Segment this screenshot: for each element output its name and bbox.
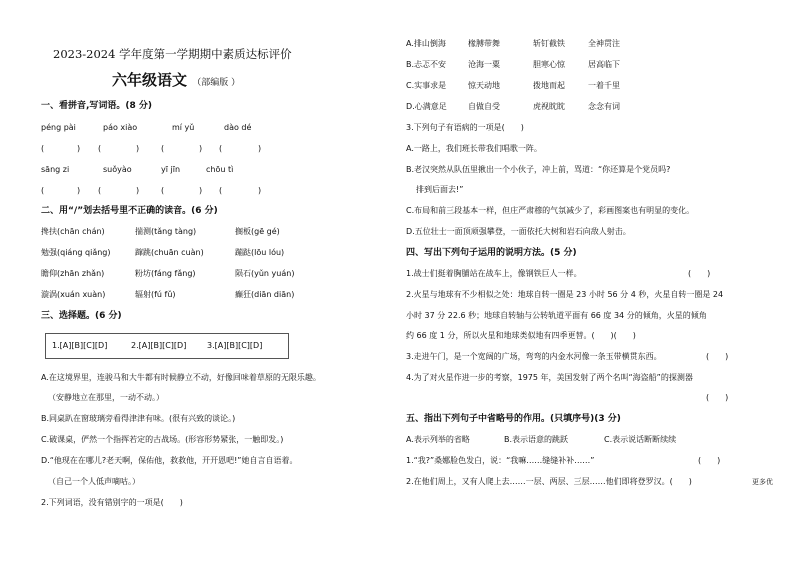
q2-option: 惊天动地 <box>468 81 500 90</box>
answer-blank[interactable]: ( ) <box>698 456 721 465</box>
question-3: 3.下列句子有语病的一项是( ) <box>406 123 524 132</box>
word-item: 粉坊(fáng fǎng) <box>135 269 196 278</box>
section-4-heading: 四、写出下列句子运用的说明方法。(5 分) <box>406 248 577 258</box>
s5-item-2: 2.在他们周上，又有人爬上去……一层、两层、三层……他们即将登罗汉。( ) <box>406 477 692 486</box>
answer-blank-close[interactable]: ) <box>199 186 203 195</box>
answer-blank-open[interactable]: ( <box>161 144 165 153</box>
q2-option: 自做自受 <box>468 102 500 111</box>
q2-option: 居高临下 <box>588 60 620 69</box>
answer-blank[interactable]: ( ) <box>706 352 729 361</box>
q3-option-d: D.五位壮士一面顶顽强攀登，一面依托大树和岩石向敌人射击。 <box>406 227 631 236</box>
answer-choice-1[interactable]: 1.[A][B][C][D] <box>52 341 108 350</box>
pinyin: chōu tì <box>206 165 234 174</box>
answer-blank-open[interactable]: ( <box>219 186 223 195</box>
q1-option-a: A.在这境界里，连骏马和大牛都有时候静立不动，好像回味着草原的无限乐趣。 <box>41 373 321 382</box>
pinyin: mí yǔ <box>172 123 195 132</box>
section-3-heading: 三、选择题。(6 分) <box>41 311 122 321</box>
s4-item-2-end: 约 66 度 1 分，所以火星和地球类似地有四季更替。( )( ) <box>406 331 636 340</box>
q2-option: 沧海一粟 <box>468 60 500 69</box>
pronunciation-grid <box>41 228 341 318</box>
s4-item-2: 2.火星与地球有不少相似之处：地球自转一圈是 23 小时 56 分 4 秒，火星自转一圈是 24 <box>406 290 724 299</box>
q2-option: A.排山倒海 <box>406 39 446 48</box>
q1-option-b: B.同桌趴在窗玻璃旁看得津津有味。(很有兴致的谈论。) <box>41 414 236 423</box>
s4-item-1: 1.战士们挺着胸脯站在战车上，像钢铁巨人一样。 <box>406 269 582 278</box>
answer-blank-close[interactable]: ) <box>258 144 262 153</box>
answer-choice-2[interactable]: 2.[A][B][C][D] <box>131 341 187 350</box>
word-item: 搀扶(chān chán) <box>41 227 105 236</box>
word-item: 搁板(gē gé) <box>235 227 280 236</box>
q2-option: 全神贯注 <box>588 39 620 48</box>
q2-option: 念念有词 <box>588 102 620 111</box>
q2-option: B.忐忑不安 <box>406 60 447 69</box>
word-item: 蹿跳(chuān cuàn) <box>135 248 204 257</box>
q3-option-a: A.一路上，我们班长带我们唱歌一阵。 <box>406 144 542 153</box>
answer-blank-close[interactable]: ) <box>77 186 81 195</box>
page-title: 2023-2024 学年度第一学期期中素质达标评价 <box>53 47 292 61</box>
answer-blank-open[interactable]: ( <box>161 186 165 195</box>
pinyin: péng pài <box>41 123 76 132</box>
s5-option-b: B.表示语意的跳跃 <box>504 435 569 444</box>
subtitle-text: 六年级语文 <box>112 71 188 89</box>
answer-blank[interactable]: ( ) <box>706 393 729 402</box>
answer-blank-open[interactable]: ( <box>41 186 45 195</box>
edition-label: （部编版 ） <box>192 78 241 88</box>
section-1-heading: 一、看拼音,写词语。(8 分) <box>41 101 153 111</box>
q2-option: D.心满意足 <box>406 102 447 111</box>
s5-item-1: 1.“我?”桑娜脸色发白，说：“我嘛……缝缝补补……” <box>406 456 595 465</box>
page-subtitle <box>112 73 240 88</box>
answer-blank-open[interactable]: ( <box>98 186 102 195</box>
answer-choice-3[interactable]: 3.[A][B][C][D] <box>207 341 263 350</box>
word-item: 勉强(qiáng qiǎng) <box>41 248 111 257</box>
q2-option: 斩钉截铁 <box>533 39 565 48</box>
q2-option: C.实事求是 <box>406 81 447 90</box>
word-item: 癫狂(diān diān) <box>235 290 295 299</box>
s4-item-4: 4.为了对火星作进一步的考察，1975 年，美国发射了两个名叫“海盗船”的探测器 <box>406 373 693 382</box>
s5-option-c: C.表示说话断断续续 <box>604 435 677 444</box>
q1-option-c: C.破课桌，俨然一个指挥若定的古战场。(形容形势紧张，一触即发。) <box>41 435 284 444</box>
q1-option-a-note: （安静地立在那里，一动不动。） <box>48 393 164 402</box>
answer-blank[interactable]: ( ) <box>688 269 711 278</box>
pinyin: páo xiào <box>103 123 138 132</box>
answer-blank-open[interactable]: ( <box>98 144 102 153</box>
answer-blank-close[interactable]: ) <box>136 186 140 195</box>
q2-option: 拨地而起 <box>533 81 565 90</box>
answer-choice-box <box>45 333 289 359</box>
pinyin: sāng zi <box>41 165 70 174</box>
word-item: 辐射(fú fǔ) <box>135 290 176 299</box>
q2-options-grid <box>406 40 766 120</box>
s5-option-a: A.表示列举的省略 <box>406 435 470 444</box>
q1-option-d-note: （自己一个人低声嘀咕。） <box>48 477 140 486</box>
q2-option: 一着千里 <box>588 81 620 90</box>
q1-option-d: D.“他现在在哪儿?老天啊，保佑他，救救他，开开恩吧!”她自言自语着。 <box>41 456 298 465</box>
pinyin: suǒyào <box>103 165 132 174</box>
section-5-heading: 五、指出下列句子中省略号的作用。(只填序号)(3 分) <box>406 414 621 424</box>
q3-option-c: C.布局和前三段基本一样，但庄严肃穆的气氛减少了，彩画图案也有明显的变化。 <box>406 206 695 215</box>
answer-blank-close[interactable]: ) <box>199 144 203 153</box>
question-2: 2.下列词语，没有错别字的一项是( ) <box>41 498 183 507</box>
answer-blank-close[interactable]: ) <box>258 186 262 195</box>
s4-item-3: 3.走进午门，是一个宽阔的广场，弯弯的内金水河像一条玉带横贯东西。 <box>406 352 662 361</box>
answer-blank-close[interactable]: ) <box>77 144 81 153</box>
section-2-heading: 二、用“/”划去括号里不正确的读音。(6 分) <box>41 206 218 216</box>
q3-option-b-cont: 排到后面去!” <box>416 185 464 194</box>
watermark-text: 更多优 <box>752 478 773 486</box>
q3-option-b: B.老汉突然从队伍里揪出一个小伙子，冲上前，骂道：“你还算是个党员吗? <box>406 165 671 174</box>
s4-item-2-cont: 小时 37 分 22.6 秒；地球自转轴与公转轨道平面有 66 度 34 分的倾角，火星的倾角 <box>406 311 707 320</box>
word-item: 瞻仰(zhān zhǎn) <box>41 269 105 278</box>
word-item: 陨石(yǔn yuán) <box>235 269 295 278</box>
column-gap <box>397 0 398 562</box>
pinyin: yī jīn <box>161 165 181 174</box>
word-item: 揣测(tǎng tàng) <box>135 227 197 236</box>
word-item: 漩涡(xuán xuàn) <box>41 290 106 299</box>
pinyin: dào dé <box>224 123 252 132</box>
q2-option: 虎视眈眈 <box>533 102 565 111</box>
answer-blank-close[interactable]: ) <box>136 144 140 153</box>
answer-blank-open[interactable]: ( <box>219 144 223 153</box>
answer-blank-open[interactable]: ( <box>41 144 45 153</box>
q2-option: 胆寒心惊 <box>533 60 565 69</box>
word-item: 蹦跶(lōu lóu) <box>235 248 285 257</box>
q2-option: 椽膊带舞 <box>468 39 500 48</box>
